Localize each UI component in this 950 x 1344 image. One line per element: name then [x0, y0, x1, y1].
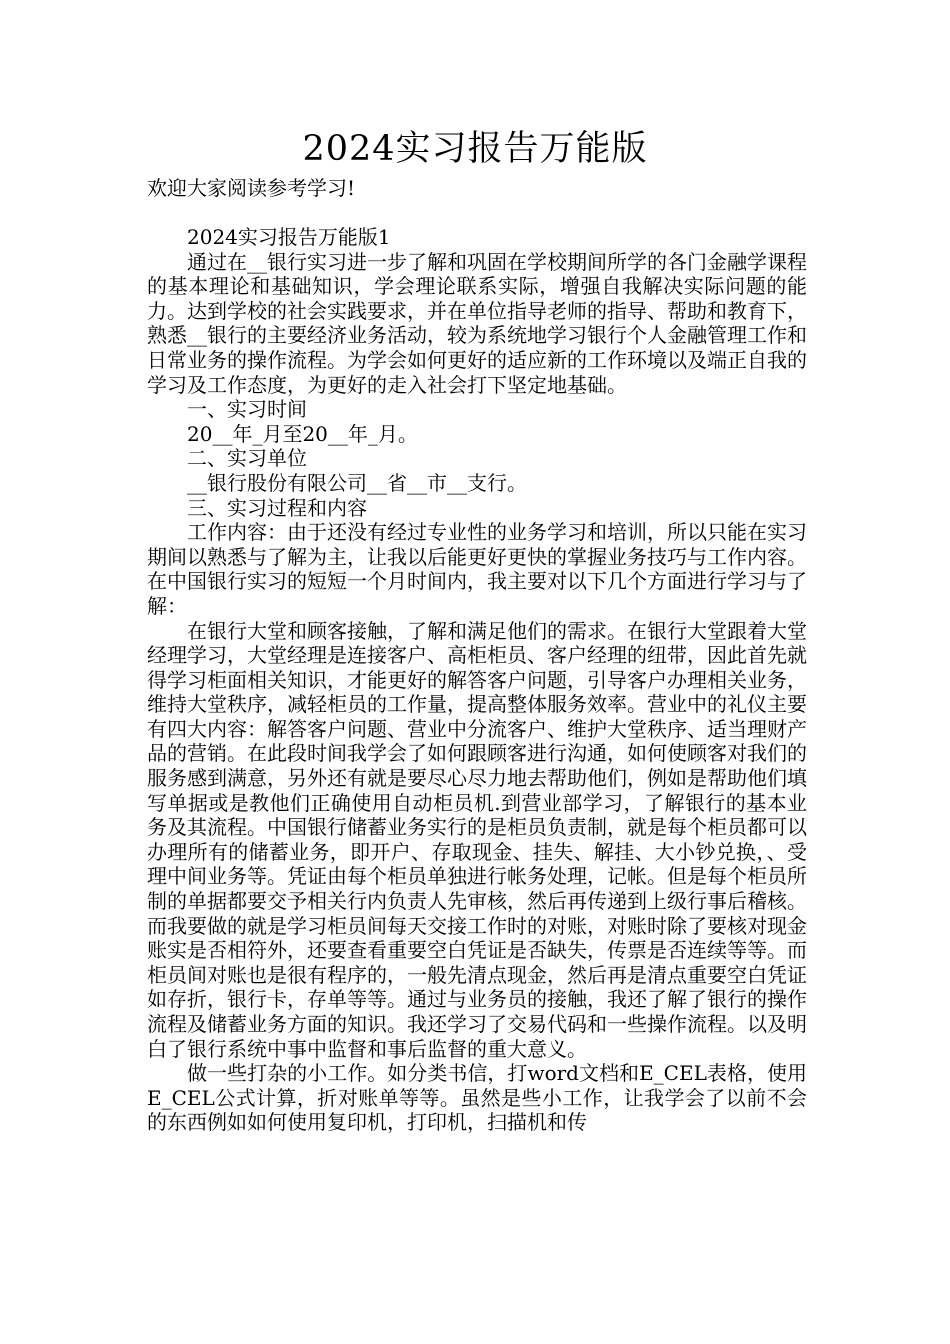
section-heading: 一、实习时间 [187, 397, 307, 422]
body-paragraph: 工作内容：由于还没有经过专业性的业务学习和培训，所以只能在实习期间以熟悉与了解为主，让我以后能更好更快的掌握业务技巧与工作内容。在中国银行实习的短短一个月时间内，我主要对以下几个方面进行学习与了解： [147, 520, 807, 618]
body-paragraph: 20__年_月至20__年_月。 [187, 421, 418, 446]
document-body [147, 225, 807, 1135]
body-paragraph: 通过在__银行实习进一步了解和巩固在学校期间所学的各门金融学课程的基本理论和基础知识，学会理论联系实际，增强自我解决实际问题的能力。达到学校的社会实践要求，并在单位指导老师的指导、帮助和教育下，熟悉__银行的主要经济业务活动，较为系统地学习银行个人金融管理工作和日常业务的操作流程。为学会如何更好的适应新的工作环境以及端正自我的学习及工作态度，为更好的走入社会打下坚定地基础。 [147, 249, 807, 397]
section-heading: 2024实习报告万能版1 [187, 225, 391, 249]
section-heading: 二、实习单位 [187, 446, 307, 471]
body-paragraph: 做一些打杂的小工作。如分类书信，打word文档和E_CEL表格，使用E_CEL公式计算，折对账单等等。虽然是些小工作，让我学会了以前不会的东西例如如何使用复印机，打印机，扫描机和传 [147, 1061, 807, 1135]
section-heading: 三、实习过程和内容 [187, 495, 367, 520]
body-paragraph: 在银行大堂和顾客接触，了解和满足他们的需求。在银行大堂跟着大堂经理学习，大堂经理是连接客户、高柜柜员、客户经理的纽带，因此首先就得学习柜面相关知识，才能更好的解答客户问题，引导客户办理相关业务，维持大堂秩序，减轻柜员的工作量，提高整体服务效率。营业中的礼仪主要有四大内容：解答客户问题、营业中分流客户、维护大堂秩序、适当理财产品的营销。在此段时间我学会了如何跟顾客进行沟通，如何使顾客对我们的服务感到满意，另外还有就是要尽心尽力地去帮助他们，例如是帮助他们填写单据或是教他们正确使用自动柜员机.到营业部学习，了解银行的基本业务及其流程。中国银行储蓄业务实行的是柜员负责制，就是每个柜员都可以办理所有的储蓄业务，即开户、存取现金、挂失、解挂、大小钞兑换，、受理中间业务等。凭证由每个柜员单独进行帐务处理，记帐。但是每个柜员所制的单据都要交予相关行内负责人先审核，然后再传递到上级行事后稽核。而我要做的就是学习柜员间每天交接工作时的对账，对账时除了要核对现金账实是否相符外，还要查看重要空白凭证是否缺失，传票是否连续等等。而柜员间对账也是很有程序的，一般先清点现金，然后再是清点重要空白凭证如存折，银行卡，存单等等。通过与业务员的接触，我还了解了银行的操作流程及储蓄业务方面的知识。我还学习了交易代码和一些操作流程。以及明白了银行系统中事中监督和事后监督的重大意义。 [147, 618, 807, 1061]
document-title: 2024实习报告万能版 [302, 129, 648, 169]
body-paragraph: __银行股份有限公司__省__市__支行。 [187, 470, 527, 495]
welcome-line: 欢迎大家阅读参考学习! [147, 176, 356, 200]
